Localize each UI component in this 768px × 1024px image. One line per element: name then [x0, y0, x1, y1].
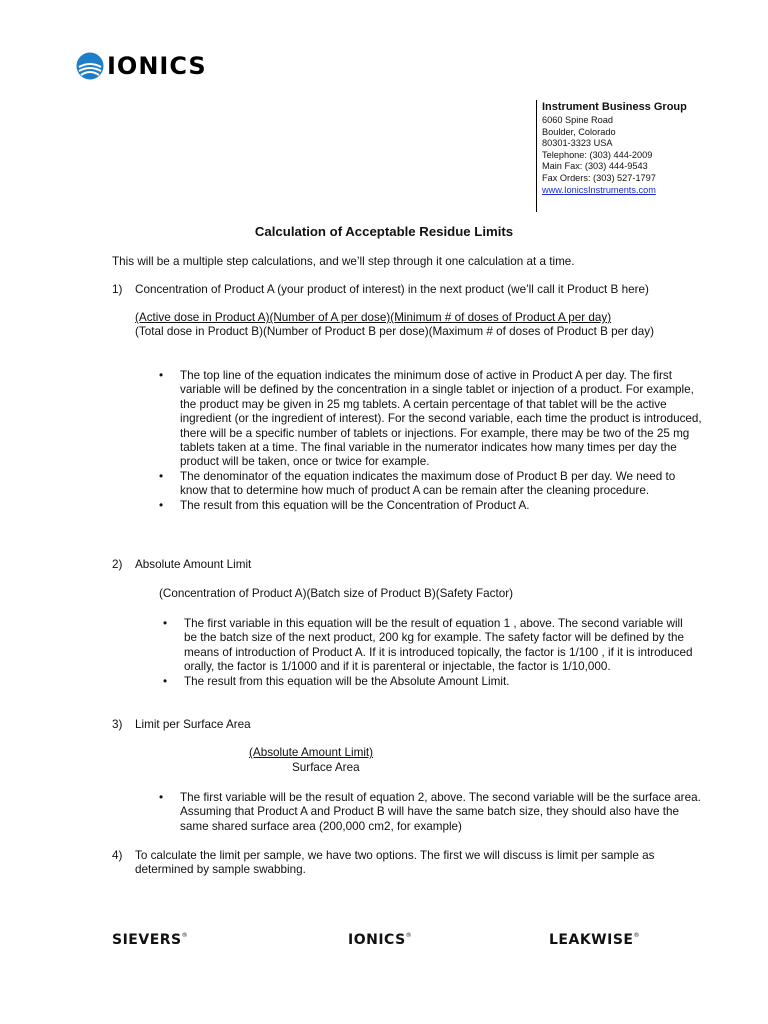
document-title: Calculation of Acceptable Residue Limits [254, 224, 514, 239]
address-line: Boulder, Colorado [542, 126, 616, 137]
step1-bullet-list [159, 369, 705, 513]
equation: (Concentration of Product A)(Batch size of Product B)(Safety Factor) [159, 587, 514, 600]
company-logo [76, 52, 207, 80]
step-number: 4) [112, 849, 123, 862]
ionics-globe-icon [76, 52, 104, 80]
step-number: 2) [112, 558, 123, 571]
address-line: 6060 Spine Road [542, 115, 614, 125]
registered-mark: ® [405, 932, 413, 939]
brand-name: LEAKWISE [549, 932, 634, 948]
equation-denominator: (Total dose in Product B)(Number of Product B per dose)(Maximum # of doses of Product B per day) [135, 325, 655, 338]
brand-name: SIEVERS [112, 932, 182, 948]
footer-brand-leakwise [549, 932, 640, 948]
step-heading: Limit per Surface Area [135, 718, 251, 731]
bullet-item: • The denominator of the equation indicates the maximum dose of Product B per day. We need to know that to determine how much of product A can be remain after the cleaning procedure. [159, 470, 705, 499]
step-heading: To calculate the limit per sample, we have two options. The first we will discuss is limit per sample as determined by sample swabbing. [135, 849, 655, 877]
bullet-item: • The result from this equation will be the Concentration of Product A. [159, 499, 705, 513]
step2-bullet-list [163, 617, 693, 689]
step3-bullet-list [159, 791, 705, 834]
footer-brand-sievers [112, 932, 188, 948]
main-fax-line: Main Fax: (303) 444-9543 [542, 161, 648, 172]
step-heading: Absolute Amount Limit [135, 558, 252, 571]
footer-brand-ionics [348, 932, 412, 948]
telephone-line: Telephone: (303) 444-2009 [542, 149, 653, 160]
registered-mark: ® [181, 932, 189, 939]
step-number: 3) [112, 718, 123, 731]
fax-orders-line: Fax Orders: (303) 527-1797 [542, 172, 656, 183]
equation-numerator: (Active dose in Product A)(Number of A per dose)(Minimum # of doses of Product A per day) [135, 311, 612, 324]
bullet-item: • The result from this equation will be the Absolute Amount Limit. [163, 675, 693, 689]
bullet-item: • The top line of the equation indicates the minimum dose of active in Product A per day. The first variable will be defined by the concentration in a single tablet or injection of a product. For example, the product may be given in 25 mg tablets. A certain percentage of that tablet will be the active ingredient (or the ingredient of interest). For the second variable, each time the product is introduced, there will be a specific number of tablets or injections. For example, there may be two of the 25 mg tablets taken at a time. The final variable in the numerator indicates how many times per day the product will be taken, once or twice for example. [159, 369, 705, 470]
registered-mark: ® [633, 932, 640, 939]
address-block [536, 100, 742, 212]
business-group-name: Instrument Business Group [542, 101, 687, 113]
bullet-item: • The first variable in this equation will be the result of equation 1 , above. The second variable will be the batch size of the next product, 200 kg for example. The safety factor will be defined by the means of introduction of Product A. If it is introduced topically, the factor is 1/100 , if it is introduced orally, the factor is 1/1000 and if it is parenteral or injectable, the factor is 1/10,000. [163, 617, 693, 675]
brand-name: IONICS [348, 932, 406, 948]
bullet-item: • The first variable will be the result of equation 2, above. The second variable will be the surface area. Assuming that Product A and Product B will have the same batch size, they should also have the same shared surface area (200,000 cm2, for example) [159, 791, 705, 834]
website-link[interactable]: www.IonicsInstruments.com [542, 184, 656, 195]
equation-denominator: Surface Area [292, 761, 360, 774]
step-heading: Concentration of Product A (your product of interest) in the next product (we’ll call it Product B here) [135, 283, 649, 296]
logo-wordmark: IONICS [107, 52, 207, 80]
intro-paragraph: This will be a multiple step calculations, and we’ll step through it one calculation at a time. [112, 255, 575, 268]
step-number: 1) [112, 283, 123, 296]
equation-numerator: (Absolute Amount Limit) [249, 746, 374, 759]
address-line: 80301-3323 USA [542, 138, 613, 149]
